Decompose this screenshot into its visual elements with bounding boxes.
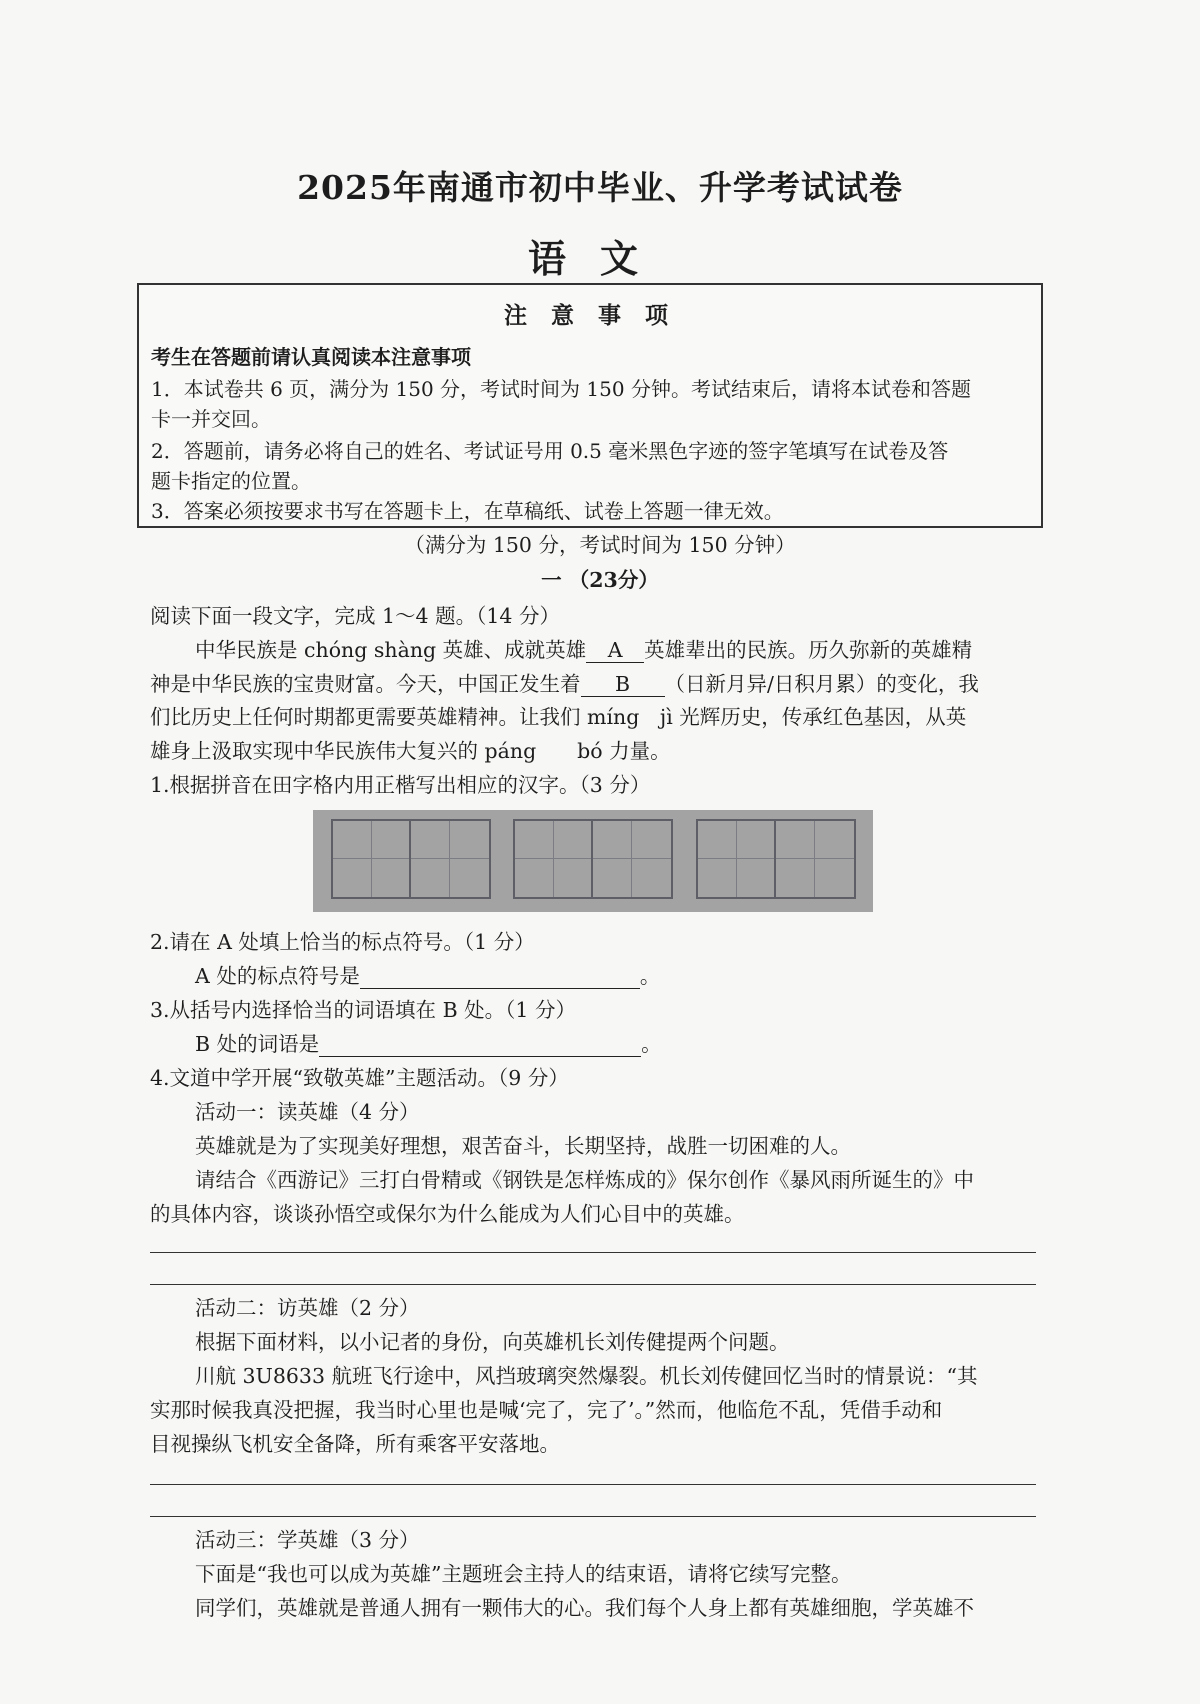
activity-1-line-1: 英雄就是为了实现美好理想，艰苦奋斗，长期坚持，战胜一切困难的人。 <box>195 1134 851 1158</box>
activity-2-title: 活动二：访英雄（2 分） <box>195 1296 420 1320</box>
tianzige-cell[interactable] <box>333 821 411 897</box>
tianzige-group-3 <box>696 819 856 899</box>
question-2-label: 2.请在 A 处填上恰当的标点符号。（1 分） <box>150 930 535 954</box>
answer-line[interactable] <box>150 1252 1036 1253</box>
activity-3-line-1: 下面是“我也可以成为英雄”主题班会主持人的结束语，请将它续写完整。 <box>195 1562 852 1586</box>
answer-prefix: B 处的词语是 <box>195 1032 320 1056</box>
activity-1-line-2: 请结合《西游记》三打白骨精或《钢铁是怎样炼成的》保尔创作《暴风雨所诞生的》中 <box>195 1168 974 1192</box>
section-intro: 阅读下面一段文字，完成 1～4 题。（14 分） <box>150 604 560 628</box>
notice-line-3: 2．答题前，请务必将自己的姓名、考试证号用 0.5 毫米黑色字迹的签字笔填写在试卷及答 <box>151 439 949 463</box>
tianzige-group-1 <box>331 819 491 899</box>
section-heading: 一 （23分） <box>541 568 659 592</box>
tianzige-cell[interactable] <box>698 821 776 897</box>
passage-text: 中华民族是 chóng shàng 英雄、成就英雄 <box>195 638 587 662</box>
question-1-label: 1.根据拼音在田字格内用正楷写出相应的汉字。（3 分） <box>150 773 651 797</box>
tianzige-answer-grid <box>313 810 873 912</box>
question-4-label: 4.文道中学开展“致敬英雄”主题活动。（9 分） <box>150 1066 569 1090</box>
passage-text: 神是中华民族的宝贵财富。今天，中国正发生着 <box>150 672 581 696</box>
score-note: （满分为 150 分，考试时间为 150 分钟） <box>404 533 796 557</box>
answer-line[interactable] <box>150 1516 1036 1517</box>
activity-2-line-1: 根据下面材料，以小记者的身份，向英雄机长刘传健提两个问题。 <box>195 1330 790 1354</box>
activity-2-line-3: 实那时候我真没把握，我当时心里也是喊‘完了，完了’。”然而，他临危不乱，凭借手动和 <box>150 1398 943 1422</box>
activity-2-line-2: 川航 3U8633 航班飞行途中，风挡玻璃突然爆裂。机长刘传健回忆当时的情景说：“其 <box>195 1364 978 1388</box>
notice-lead: 考生在答题前请认真阅读本注意事项 <box>151 345 471 369</box>
activity-2-line-4: 目视操纵飞机安全备降，所有乘客平安落地。 <box>150 1432 560 1456</box>
answer-suffix: 。 <box>639 964 661 988</box>
exam-title: 2025年南通市初中毕业、升学考试试卷 <box>297 168 903 207</box>
answer-suffix: 。 <box>641 1032 662 1056</box>
question-2-answer <box>195 964 660 989</box>
activity-1-line-3: 的具体内容，谈谈孙悟空或保尔为什么能成为人们心目中的英雄。 <box>150 1202 745 1226</box>
notice-heading: 注 意 事 项 <box>503 302 677 329</box>
notice-line-5: 3．答案必须按要求书写在答题卡上，在草稿纸、试卷上答题一律无效。 <box>151 499 784 523</box>
subject-title: 语文 <box>527 236 672 281</box>
tianzige-cell[interactable] <box>776 821 854 897</box>
answer-line[interactable] <box>150 1284 1036 1285</box>
passage-line-2 <box>150 672 979 697</box>
passage-line-1 <box>195 638 972 663</box>
blank-a[interactable]: A <box>586 639 644 663</box>
activity-3-line-2: 同学们，英雄就是普通人拥有一颗伟大的心。我们每个人身上都有英雄细胞，学英雄不 <box>195 1596 974 1620</box>
passage-line-4: 雄身上汲取实现中华民族伟大复兴的 páng bó 力量。 <box>150 739 671 763</box>
answer-line[interactable] <box>150 1484 1036 1485</box>
tianzige-cell[interactable] <box>593 821 671 897</box>
tianzige-cell[interactable] <box>411 821 489 897</box>
answer-blank-b[interactable] <box>319 1033 641 1057</box>
notice-box <box>137 283 1043 528</box>
passage-text: 英雄辈出的民族。历久弥新的英雄精 <box>644 638 973 662</box>
passage-line-3: 们比历史上任何时期都更需要英雄精神。让我们 míng jì 光辉历史，传承红色基因，从英 <box>150 705 967 729</box>
blank-b[interactable]: B <box>581 673 665 697</box>
notice-line-1: 1．本试卷共 6 页，满分为 150 分，考试时间为 150 分钟。考试结束后，请将本试卷和答题 <box>151 377 971 401</box>
tianzige-cell[interactable] <box>515 821 593 897</box>
question-3-label: 3.从括号内选择恰当的词语填在 B 处。（1 分） <box>150 998 576 1022</box>
answer-blank-a[interactable] <box>360 965 640 989</box>
notice-line-2: 卡一并交回。 <box>151 407 271 431</box>
tianzige-group-2 <box>513 819 673 899</box>
question-3-answer <box>195 1032 662 1057</box>
notice-line-4: 题卡指定的位置。 <box>151 469 311 493</box>
passage-text: （日新月异/日积月累）的变化，我 <box>664 672 979 696</box>
activity-3-title: 活动三：学英雄（3 分） <box>195 1528 420 1552</box>
activity-1-title: 活动一：读英雄（4 分） <box>195 1100 420 1124</box>
answer-prefix: A 处的标点符号是 <box>195 964 360 988</box>
